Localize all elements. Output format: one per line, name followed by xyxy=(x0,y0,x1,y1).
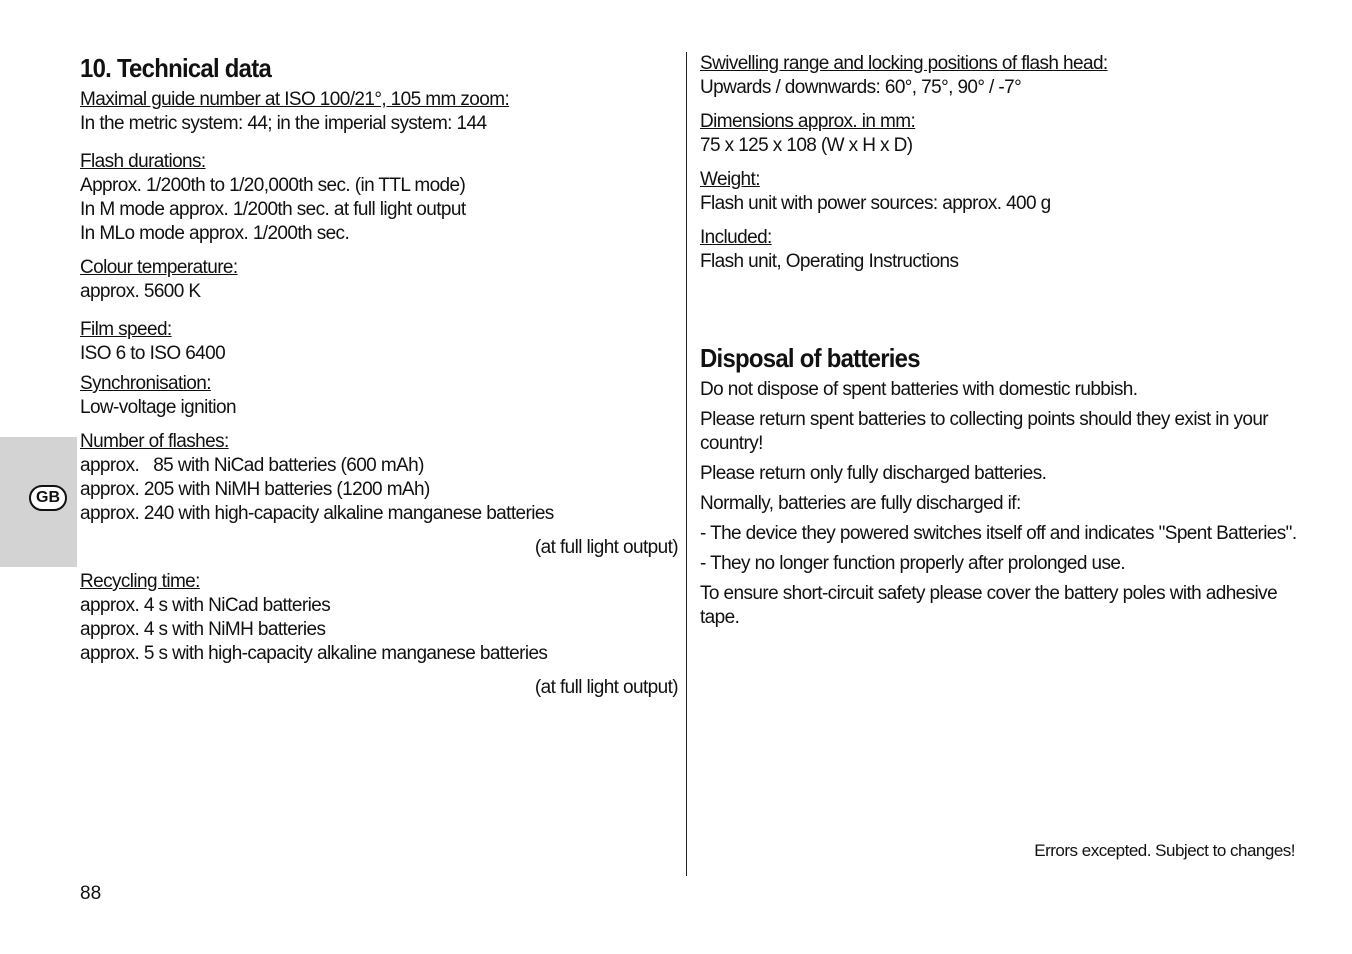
technical-data-column xyxy=(80,52,678,710)
spec-weight xyxy=(700,168,1300,216)
spec-label: Weight: xyxy=(700,169,760,190)
spec-value: approx. 5600 K xyxy=(80,281,201,302)
spec-value: Upwards / downwards: 60°, 75°, 90° / -7° xyxy=(700,77,1022,98)
spec-label: Film speed: xyxy=(80,319,172,340)
spec-value: Approx. 1/200th to 1/20,000th sec. (in TTL mode) xyxy=(80,175,466,196)
spec-dimensions xyxy=(700,110,1300,158)
spec-swivelling-range xyxy=(700,52,1300,100)
spec-label: Included: xyxy=(700,227,772,248)
spec-flash-durations xyxy=(80,150,678,246)
spec-recycling-time xyxy=(80,570,678,700)
disposal-bullet: - The device they powered switches itself off and indicates "Spent Batteries". xyxy=(700,523,1297,544)
spec-label: Flash durations: xyxy=(80,151,206,172)
spec-value: approx. 5 s with high-capacity alkaline manganese batteries xyxy=(80,643,548,664)
spec-label: Synchronisation: xyxy=(80,373,211,394)
spec-label: Swivelling range and locking positions of flash head: xyxy=(700,53,1108,74)
spec-film-speed xyxy=(80,318,678,366)
footnote: Errors excepted. Subject to changes! xyxy=(1034,841,1295,860)
spec-value: Flash unit, Operating Instructions xyxy=(700,251,959,272)
spec-label: Maximal guide number at ISO 100/21°, 105 mm zoom: xyxy=(80,89,510,110)
spec-colour-temperature xyxy=(80,256,678,304)
spec-value: In the metric system: 44; in the imperial system: 144 xyxy=(80,113,487,134)
disposal-paragraph: Normally, batteries are fully discharged if: xyxy=(700,493,1021,514)
language-badge: GB xyxy=(29,485,67,511)
spacer xyxy=(700,284,1300,342)
spec-included xyxy=(700,226,1300,274)
spec-value: Flash unit with power sources: approx. 400 g xyxy=(700,193,1051,214)
disposal-title: Disposal of batteries xyxy=(700,343,920,373)
disposal-paragraph: To ensure short-circuit safety please cover the battery poles with adhesive tape. xyxy=(700,583,1278,628)
right-column xyxy=(700,52,1300,636)
spec-label: Dimensions approx. in mm: xyxy=(700,111,916,132)
spec-synchronisation xyxy=(80,372,678,420)
spec-guide-number xyxy=(80,88,678,136)
spec-value: 75 x 125 x 108 (W x H x D) xyxy=(700,135,913,156)
disposal-paragraph: Please return only fully discharged batteries. xyxy=(700,463,1047,484)
spec-label: Number of flashes: xyxy=(80,431,229,452)
spec-value: In MLo mode approx. 1/200th sec. xyxy=(80,223,350,244)
spec-number-of-flashes xyxy=(80,430,678,560)
spec-value: In M mode approx. 1/200th sec. at full light output xyxy=(80,199,466,220)
spec-value: Low-voltage ignition xyxy=(80,397,236,418)
spec-value: approx. 240 with high-capacity alkaline manganese batteries xyxy=(80,503,554,524)
page-number: 88 xyxy=(80,883,102,904)
spec-value: approx. 4 s with NiCad batteries xyxy=(80,595,331,616)
spec-value: approx. 4 s with NiMH batteries xyxy=(80,619,326,640)
column-divider xyxy=(686,52,687,876)
disposal-paragraph: Please return spent batteries to collecting points should they exist in your country! xyxy=(700,409,1269,454)
spec-note: (at full light output) xyxy=(534,677,678,698)
spec-label: Recycling time: xyxy=(80,571,200,592)
spec-note: (at full light output) xyxy=(534,537,678,558)
disposal-paragraph: Do not dispose of spent batteries with domestic rubbish. xyxy=(700,379,1138,400)
spec-value: approx. 85 with NiCad batteries (600 mAh) xyxy=(80,455,424,476)
spec-value: approx. 205 with NiMH batteries (1200 mAh) xyxy=(80,479,430,500)
spec-value: ISO 6 to ISO 6400 xyxy=(80,343,226,364)
spec-label: Colour temperature: xyxy=(80,257,238,278)
disposal-bullet: - They no longer function properly after prolonged use. xyxy=(700,553,1126,574)
section-title: 10. Technical data xyxy=(80,53,272,83)
